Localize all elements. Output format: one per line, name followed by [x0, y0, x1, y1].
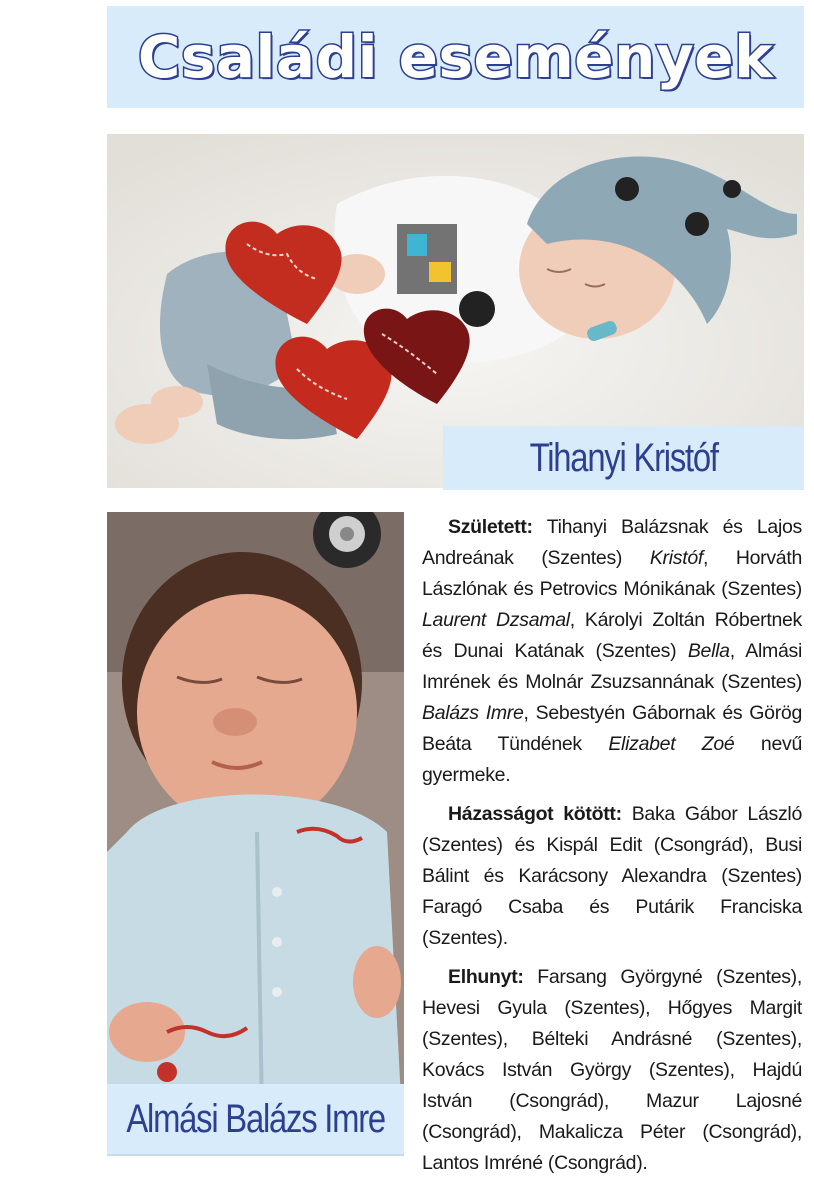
born-seg-5: Bella [687, 640, 730, 662]
caption-text-1: Tihanyi Kristóf [529, 435, 718, 480]
born-seg-7: Balázs Imre [422, 702, 524, 724]
born-seg-1: Kristóf [649, 547, 703, 569]
page-title: Családi események [137, 23, 774, 91]
caption-text-2: Almási Balázs Imre [126, 1096, 385, 1141]
born-seg-10: nevű gyermeke. [422, 733, 802, 786]
born-seg-9: Elizabet Zoé [608, 733, 735, 755]
died-paragraph [422, 962, 802, 1179]
married-text: Baka Gábor László (Szentes) és Kispál Edit (Csongrád), Busi Bálint és Karácsony Alexandra (Szentes) Faragó Csaba és Putárik Franciska (Szentes). [422, 803, 802, 949]
title-banner [107, 6, 804, 108]
born-seg-2: , Horváth Lászlónak és Petrovics Mónikának (Szentes) [422, 547, 802, 600]
born-seg-3: Laurent Dzsamal [422, 609, 570, 631]
born-label: Született: [448, 516, 533, 538]
died-label: Elhunyt: [448, 966, 524, 988]
born-seg-6: , Almási Imrének és Molnár Zsuzsannának (Szentes) [422, 640, 802, 693]
photo-caption-1 [443, 426, 804, 490]
born-paragraph [422, 512, 802, 791]
born-seg-8: , Sebestyén Gábornak és Görög Beáta Tündének [422, 702, 802, 755]
born-seg-4: , Károlyi Zoltán Róbertnek és Dunai Katának (Szentes) [422, 609, 802, 662]
baby-photo-2-illustration [107, 512, 404, 1156]
died-text: Farsang Györgyné (Szentes), Hevesi Gyula (Szentes), Hőgyes Margit (Szentes), Bélteki Andrásné (Szentes), Kovács István György (Szentes), Hajdú István (Csongrád), Mazur Lajosné (Csongrád), Makalicza Péter (Csongrád), Lantos Imréné (Csongrád). [422, 966, 802, 1174]
married-paragraph [422, 799, 802, 954]
photo-caption-2 [107, 1084, 404, 1154]
baby-photo-2 [107, 512, 404, 1156]
married-label: Házasságot kötött: [448, 803, 622, 825]
born-seg-0: Tihanyi Balázsnak és Lajos Andreának (Szentes) [422, 516, 802, 569]
article-body [422, 512, 802, 1187]
